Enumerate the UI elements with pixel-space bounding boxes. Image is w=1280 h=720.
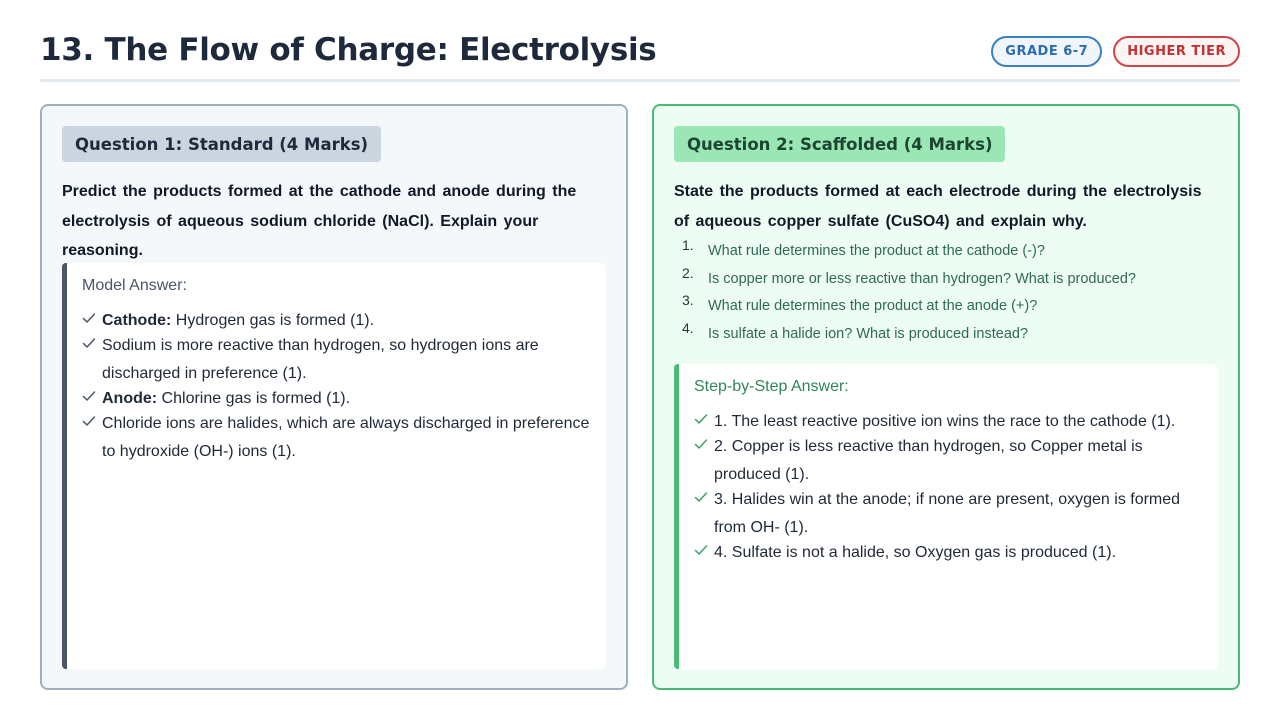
answer-item (82, 332, 592, 388)
answer-item (694, 433, 1204, 489)
question-1-tag: Question 1: Standard (4 Marks) (62, 126, 381, 162)
answer-item-text: Chlorine gas is formed (1). (157, 390, 351, 407)
answer-item-text: 3. Halides win at the anode; if none are present, oxygen is formed from OH- (1). (714, 491, 1181, 536)
check-icon (694, 539, 708, 553)
question-1-prompt: Predict the products formed at the cathode and anode during the electrolysis of aqueous sodium chloride (NaCl). Explain your reasoning. (62, 183, 577, 259)
check-icon (694, 486, 708, 500)
step-answer-list (694, 408, 1204, 564)
step-number: 3. (682, 292, 694, 308)
step-number: 4. (682, 319, 694, 336)
answer-item-text: 2. Copper is less reactive than hydrogen, so Copper metal is produced (1). (714, 438, 1143, 483)
model-answer-title: Model Answer: (82, 277, 187, 294)
step-answer-box (674, 364, 1218, 669)
check-icon (82, 410, 96, 424)
question-2-tag: Question 2: Scaffolded (4 Marks) (674, 126, 1005, 162)
answer-item-label: Cathode: (102, 312, 172, 329)
answer-item-text: Sodium is more reactive than hydrogen, so hydrogen ions are discharged in preference (1). (102, 337, 539, 382)
step-answer-title: Step-by-Step Answer: (694, 378, 849, 395)
answer-item (694, 486, 1204, 542)
scaffold-step (682, 237, 1202, 268)
answer-item (694, 539, 1204, 567)
scaffold-step (682, 264, 1202, 296)
check-icon (82, 307, 96, 321)
answer-item-text: Chloride ions are halides, which are always discharged in preference to hydroxide (OH-) ions (1). (102, 415, 590, 460)
answer-item-label: Anode: (102, 390, 158, 407)
question-2-prompt: State the products formed at each electrode during the electrolysis of aqueous copper sulfate (CuSO4) and explain why. (674, 183, 1202, 230)
question-2-card (652, 104, 1240, 690)
page-header (40, 30, 1240, 82)
check-icon (82, 332, 96, 346)
answer-item (694, 408, 1204, 436)
scaffold-step (682, 319, 1202, 351)
check-icon (82, 385, 96, 399)
scaffold-steps (682, 237, 1202, 350)
page-title: 13. The Flow of Charge: Electrolysis (40, 32, 657, 68)
answer-item (82, 410, 592, 466)
step-number: 1. (682, 237, 694, 253)
step-text: What rule determines the product at the anode (+)? (708, 298, 1038, 314)
answer-item (82, 385, 592, 413)
step-text: What rule determines the product at the cathode (-)? (708, 243, 1045, 259)
scaffold-step (682, 292, 1202, 323)
question-1-card (40, 104, 628, 690)
step-text: Is copper more or less reactive than hydrogen? What is produced? (708, 270, 1136, 287)
check-icon (694, 433, 708, 447)
tier-badge: HIGHER TIER (1113, 36, 1240, 67)
answer-item-text: 1. The least reactive positive ion wins the race to the cathode (1). (714, 413, 1176, 430)
answer-item-text: 4. Sulfate is not a halide, so Oxygen gas is produced (1). (714, 544, 1117, 561)
step-text: Is sulfate a halide ion? What is produced instead? (708, 325, 1029, 342)
model-answer-box (62, 263, 606, 669)
check-icon (694, 408, 708, 422)
grade-badge: GRADE 6-7 (991, 36, 1102, 67)
step-number: 2. (682, 264, 694, 281)
model-answer-list (82, 307, 592, 463)
badge-group (991, 36, 1240, 67)
answer-item (82, 307, 592, 335)
answer-item-text: Hydrogen gas is formed (1). (171, 312, 375, 329)
